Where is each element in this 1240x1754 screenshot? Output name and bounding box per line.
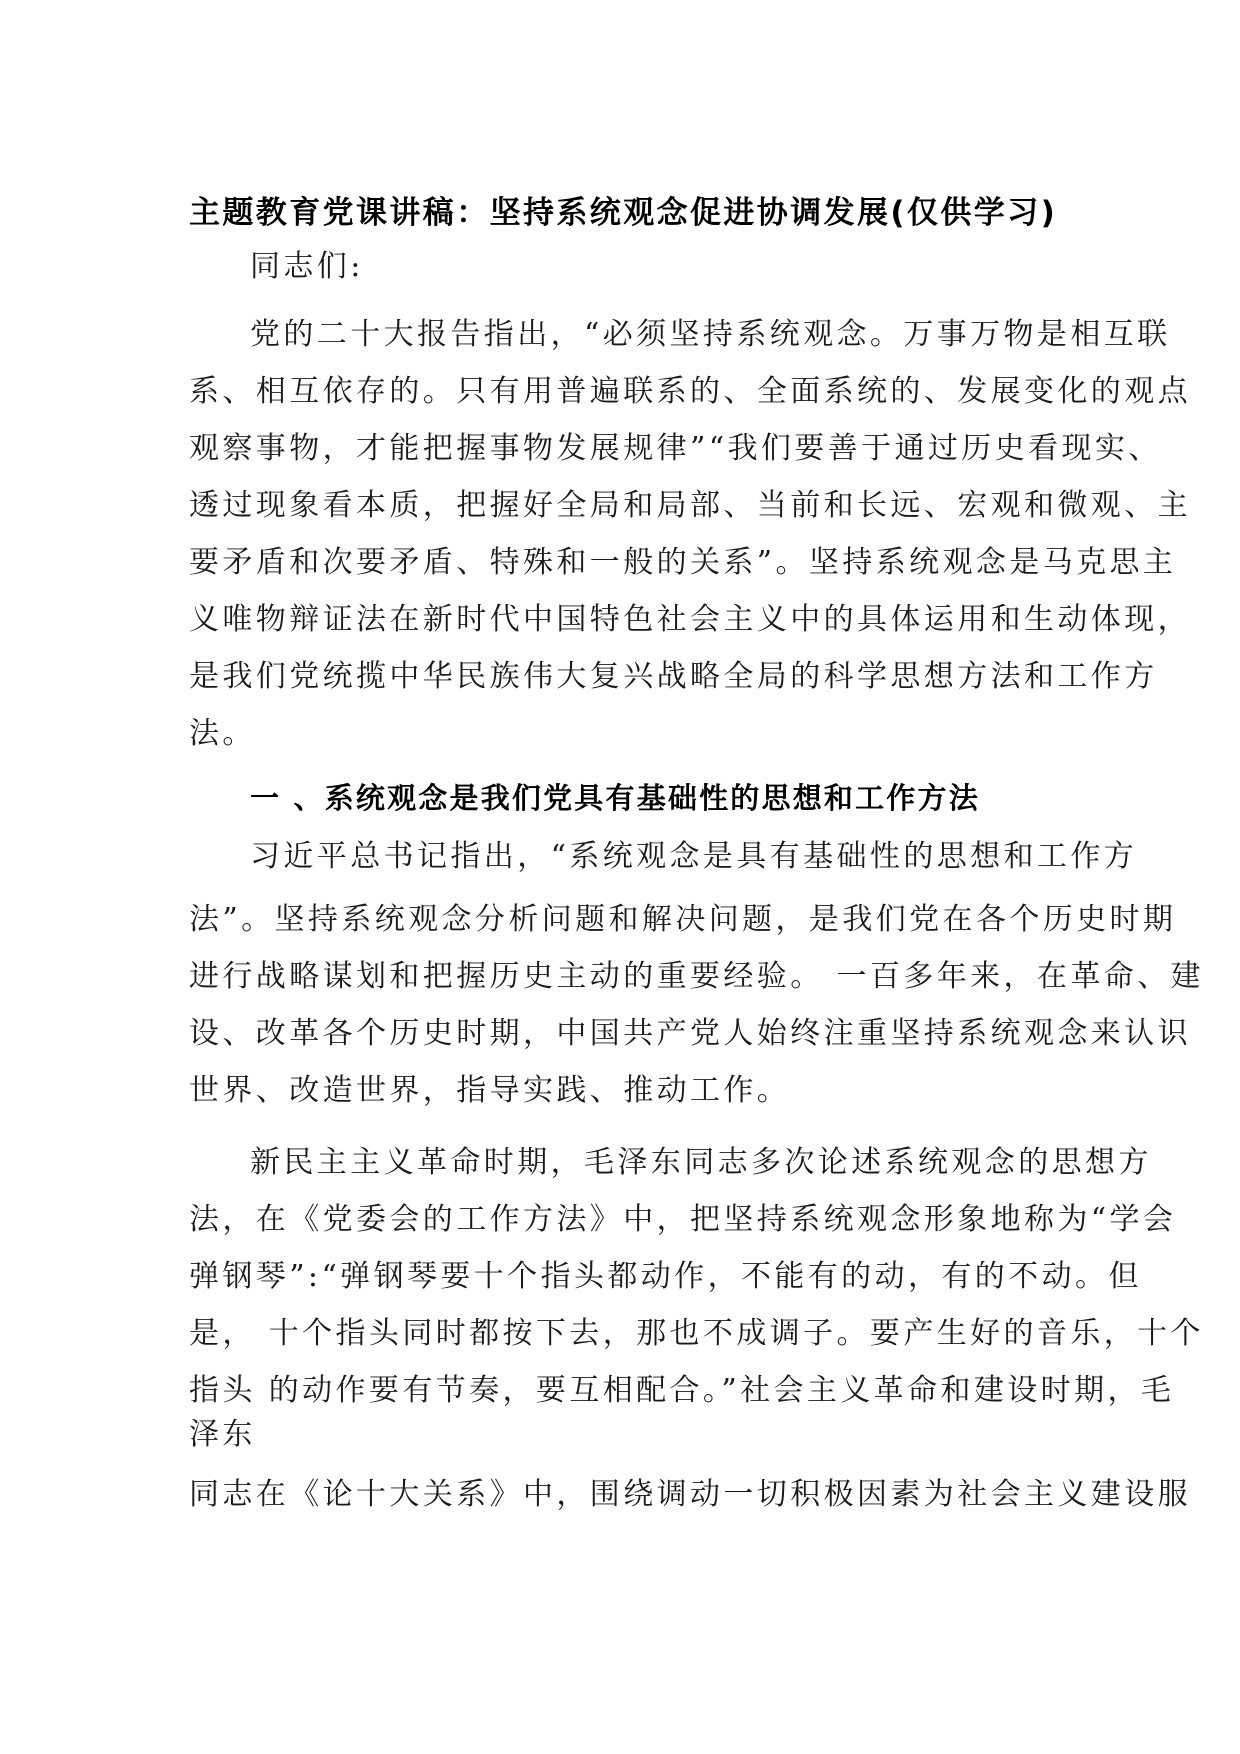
paragraph-line: 法。 [189,716,256,751]
paragraph-line: 是， 十个指头同时都按下去，那也不成调子。要产生好的音乐，十个 [189,1316,1204,1351]
paragraph-line: 义唯物辩证法在新时代中国特色社会主义中的具体运用和生动体现， [189,602,1191,637]
paragraph-line: 同志在《论十大关系》中，围绕调动一切积极因素为社会主义建设服 [189,1477,1191,1512]
paragraph-line: 法”。坚持系统观念分析问题和解决问题，是我们党在各个历史时期 [189,902,1177,937]
paragraph-line: 习近平总书记指出，“系统观念是具有基础性的思想和工作方 [250,839,1138,874]
paragraph-line: 法，在《党委会的工作方法》中，把坚持系统观念形象地称为“学会 [189,1202,1177,1237]
paragraph-line: 党的二十大报告指出，“必须坚持系统观念。万事万物是相互联 [250,317,1171,352]
paragraph-line: 系、相互依存的。只有用普遍联系的、全面系统的、发展变化的观点 [189,374,1191,409]
paragraph-line: 泽东 [189,1417,256,1452]
paragraph-line: 设、改革各个历史时期，中国共产党人始终注重坚持系统观念来认识 [189,1016,1191,1051]
document-title: 主题教育党课讲稿：坚持系统观念促进协调发展(仅供学习) [189,195,1058,231]
salutation: 同志们: [250,249,364,284]
paragraph-line: 指头 的动作要有节奏，要互相配合。”社会主义革命和建设时期，毛 [189,1373,1175,1408]
paragraph-line: 新民主主义革命时期，毛泽东同志多次论述系统观念的思想方 [250,1145,1152,1180]
paragraph-line: 世界、改造世界，指导实践、推动工作。 [189,1073,791,1108]
paragraph-line: 进行战略谋划和把握历史主动的重要经验。 一百多年来，在革命、建 [189,959,1204,994]
paragraph-line: 透过现象看本质，把握好全局和局部、当前和长远、宏观和微观、主 [189,488,1191,523]
paragraph-line: 观察事物，才能把握事物发展规律”“我们要善于通过历史看现实、 [189,431,1162,466]
paragraph-line: 弹钢琴”:“弹钢琴要十个指头都动作，不能有的动，有的不动。但 [189,1259,1142,1294]
paragraph-line: 要矛盾和次要矛盾、特殊和一般的关系”。坚持系统观念是马克思主 [189,545,1177,580]
paragraph-line: 是我们党统揽中华民族伟大复兴战略全局的科学思想方法和工作方 [189,659,1158,694]
section-heading: 一 、系统观念是我们党具有基础性的思想和工作方法 [250,781,980,815]
